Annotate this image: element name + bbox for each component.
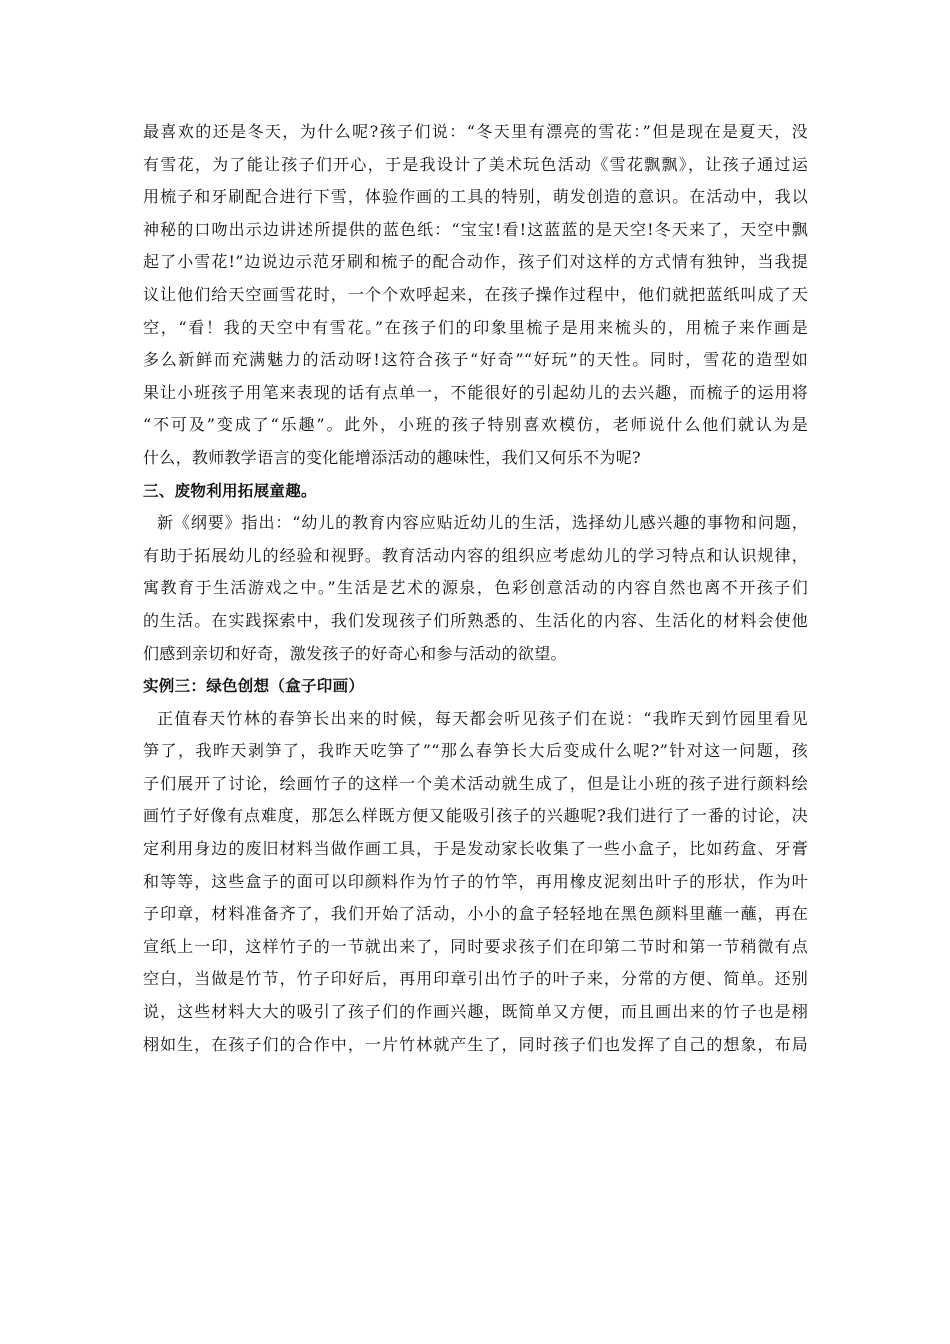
text-line: 空，“看！我的天空中有雪花。”在孩子们的印象里梳子是用来梳头的，用梳子来作画是 xyxy=(143,317,808,337)
text-line: 正值春天竹林的春笋长出来的时候，每天都会听见孩子们在说：“我昨天到竹园里看见 xyxy=(157,708,808,728)
text-line: 空白，当做是竹节，竹子印好后，再用印章引出竹子的叶子来，分常的方便、简单。还别 xyxy=(143,969,808,989)
text-line: 果让小班孩子用笔来表现的话有点单一，不能很好的引起幼儿的去兴趣，而梳子的运用将 xyxy=(143,382,808,402)
text-line: 画竹子好像有点难度，那怎么样既方便又能吸引孩子的兴趣呢?我们进行了一番的讨论，决 xyxy=(143,806,808,826)
text-line: 神秘的口吻出示边讲述所提供的蓝色纸：“宝宝!看!这蓝蓝的是天空!冬天来了，天空中飘 xyxy=(143,219,808,239)
text-line: 最喜欢的还是冬天，为什么呢?孩子们说：“冬天里有漂亮的雪花：”但是现在是夏天，没 xyxy=(143,122,808,141)
text-line: 定利用身边的废旧材料当做作画工具，于是发动家长收集了一些小盒子，比如药盒、牙膏 xyxy=(143,839,808,859)
text-line: 寓教育于生活游戏之中。”生活是艺术的源泉，色彩创意活动的内容自然也离不开孩子们 xyxy=(143,578,808,598)
paragraph-snowflake-activity xyxy=(143,116,808,475)
text-line: “不可及”变成了“乐趣”。此外，小班的孩子特别喜欢模仿，老师说什么他们就认为是 xyxy=(143,415,808,435)
text-line: 子们展开了讨论，绘画竹子的这样一个美术活动就生成了，但是让小班的孩子进行颜料绘 xyxy=(143,773,808,793)
text-line: 笋了，我昨天剥笋了，我昨天吃笋了”“那么春笋长大后变成什么呢?”针对这一问题，孩 xyxy=(143,741,808,761)
example-heading xyxy=(143,670,808,703)
text-line: 起了小雪花!”边说边示范牙刷和梳子的配合动作，孩子们对这样的方式情有独钟，当我提 xyxy=(143,252,808,272)
text-line: 说，这些材料大大的吸引了孩子们的作画兴趣，既简单又方便，而且画出来的竹子也是栩 xyxy=(143,1002,808,1022)
text-line: 什么，教师教学语言的变化能增添活动的趣味性，我们又何乐不为呢? xyxy=(143,447,641,467)
text-line: 和等等，这些盒子的面可以印颜料作为竹子的竹竿，再用橡皮泥刻出叶子的形状，作为叶 xyxy=(143,871,808,891)
text-line: 用梳子和牙刷配合进行下雪，体验作画的工具的特别，萌发创造的意识。在活动中，我以 xyxy=(143,187,808,207)
section-heading xyxy=(143,475,808,508)
text-line: 议让他们给天空画雪花时，一个个欢呼起来，在孩子操作过程中，他们就把蓝纸叫成了天 xyxy=(143,284,808,304)
text-line: 有助于拓展幼儿的经验和视野。教育活动内容的组织应考虑幼儿的学习特点和认识规律， xyxy=(143,545,808,565)
paragraph-guideline-quote xyxy=(143,507,808,670)
text-line: 栩如生，在孩子们的合作中，一片竹林就产生了，同时孩子们也发挥了自己的想象，布局 xyxy=(143,1034,808,1054)
text-line: 宣纸上一印，这样竹子的一节就出来了，同时要求孩子们在印第二节时和第一节稍微有点 xyxy=(143,936,808,956)
text-line: 多么新鲜而充满魅力的活动呀!这符合孩子“好奇”“好玩”的天性。同时，雪花的造型如 xyxy=(143,350,808,370)
text-line: 有雪花，为了能让孩子们开心，于是我设计了美术玩色活动《雪花飘飘》，让孩子通过运 xyxy=(143,154,808,174)
text-line: 们感到亲切和好奇，激发孩子的好奇心和参与活动的欲望。 xyxy=(143,643,567,663)
text-line: 的生活。在实践探索中，我们发现孩子们所熟悉的、生活化的内容、生活化的材料会使他 xyxy=(143,610,808,630)
text-line: 新《纲要》指出：“幼儿的教育内容应贴近幼儿的生活，选择幼儿感兴趣的事物和问题， xyxy=(157,513,808,533)
text-line: 子印章，材料准备齐了，我们开始了活动，小小的盒子轻轻地在黑色颜料里蘸一蘸，再在 xyxy=(143,904,808,924)
document-page xyxy=(143,116,808,1061)
section-heading-text: 三、废物利用拓展童趣。 xyxy=(143,481,317,500)
example-heading-text: 实例三：绿色创想（盒子印画） xyxy=(143,677,365,696)
paragraph-box-printing xyxy=(143,703,808,1062)
